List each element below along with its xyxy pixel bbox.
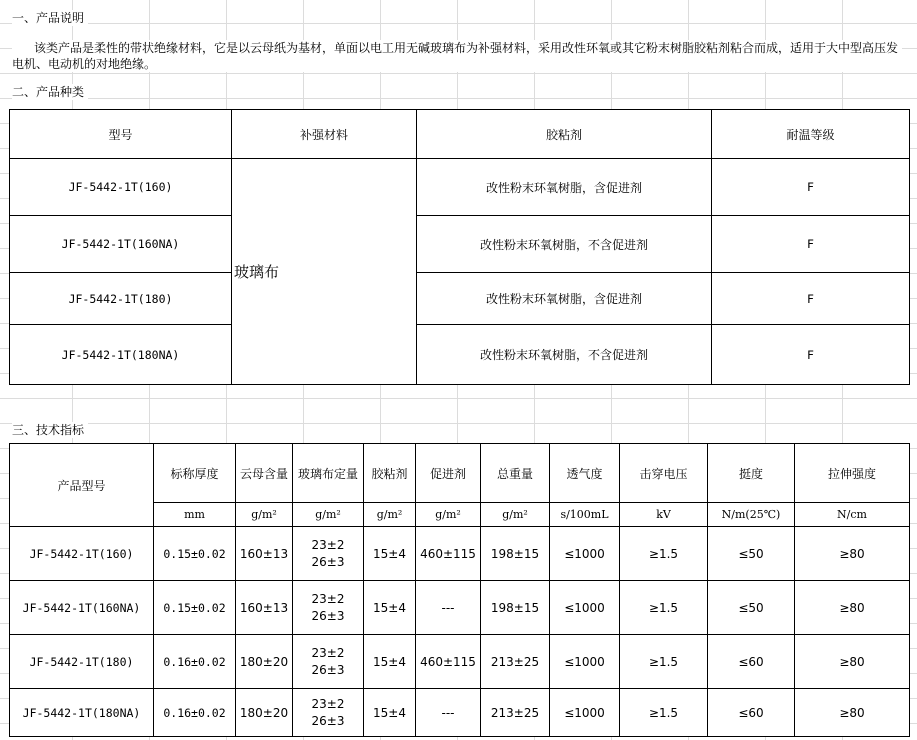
adhesive-cell: 改性粉末环氧树脂，含促进剂 bbox=[417, 159, 712, 216]
unit-cell: N/cm bbox=[795, 503, 910, 527]
unit-cell: kV bbox=[620, 503, 708, 527]
permeability-cell: ≤1000 bbox=[550, 527, 620, 581]
total-cell: 213±25 bbox=[481, 635, 550, 689]
adhesive-cell: 15±4 bbox=[364, 689, 416, 737]
grade-cell: F bbox=[712, 273, 910, 325]
glass-value-1: 23±2 bbox=[311, 591, 345, 606]
section3-heading: 三、技术指标 bbox=[12, 422, 88, 438]
model-cell: JF-5442-1T(160NA) bbox=[10, 216, 232, 273]
header-tensile: 拉伸强度 bbox=[795, 444, 910, 503]
table-row bbox=[10, 581, 910, 635]
table-row bbox=[10, 273, 910, 325]
accelerator-cell: 460±115 bbox=[416, 635, 481, 689]
permeability-cell: ≤1000 bbox=[550, 689, 620, 737]
unit-cell: mm bbox=[154, 503, 236, 527]
glass-value-2: 26±3 bbox=[311, 608, 345, 623]
glass-value-2: 26±3 bbox=[311, 554, 345, 569]
model-cell: JF-5442-1T(160) bbox=[10, 527, 154, 581]
adhesive-cell: 15±4 bbox=[364, 635, 416, 689]
accelerator-cell: 460±115 bbox=[416, 527, 481, 581]
table-row bbox=[10, 159, 910, 216]
unit-cell: g/m² bbox=[481, 503, 550, 527]
unit-cell: g/m² bbox=[293, 503, 364, 527]
table-row bbox=[10, 527, 910, 581]
header-adhesive: 胶粘剂 bbox=[364, 444, 416, 503]
stiffness-cell: ≤50 bbox=[708, 581, 795, 635]
glass-value-2: 26±3 bbox=[311, 713, 345, 728]
adhesive-cell: 15±4 bbox=[364, 527, 416, 581]
mica-cell: 160±13 bbox=[236, 581, 293, 635]
mica-cell: 180±20 bbox=[236, 635, 293, 689]
header-accelerator: 促进剂 bbox=[416, 444, 481, 503]
stiffness-cell: ≤50 bbox=[708, 527, 795, 581]
voltage-cell: ≥1.5 bbox=[620, 527, 708, 581]
accelerator-cell: --- bbox=[416, 581, 481, 635]
accelerator-cell: --- bbox=[416, 689, 481, 737]
header-stiffness: 挺度 bbox=[708, 444, 795, 503]
thickness-cell: 0.15±0.02 bbox=[154, 527, 236, 581]
grade-cell: F bbox=[712, 216, 910, 273]
stiffness-cell: ≤60 bbox=[708, 635, 795, 689]
unit-cell: s/100mL bbox=[550, 503, 620, 527]
header-adhesive: 胶粘剂 bbox=[417, 110, 712, 159]
permeability-cell: ≤1000 bbox=[550, 581, 620, 635]
glass-cell bbox=[293, 527, 364, 581]
table-header-row bbox=[10, 110, 910, 159]
glass-cell bbox=[293, 581, 364, 635]
tensile-cell: ≥80 bbox=[795, 581, 910, 635]
unit-cell: g/m² bbox=[236, 503, 293, 527]
table-row bbox=[10, 216, 910, 273]
header-grade: 耐温等级 bbox=[712, 110, 910, 159]
thickness-cell: 0.16±0.02 bbox=[154, 635, 236, 689]
glass-cell bbox=[293, 689, 364, 737]
thickness-cell: 0.16±0.02 bbox=[154, 689, 236, 737]
reinforcement-cell: 玻璃布 bbox=[232, 159, 417, 385]
glass-value-2: 26±3 bbox=[311, 662, 345, 677]
table-row bbox=[10, 325, 910, 385]
header-permeability: 透气度 bbox=[550, 444, 620, 503]
grade-cell: F bbox=[712, 159, 910, 216]
voltage-cell: ≥1.5 bbox=[620, 689, 708, 737]
grade-cell: F bbox=[712, 325, 910, 385]
voltage-cell: ≥1.5 bbox=[620, 635, 708, 689]
header-glass: 玻璃布定量 bbox=[293, 444, 364, 503]
glass-value-1: 23±2 bbox=[311, 537, 345, 552]
thickness-cell: 0.15±0.02 bbox=[154, 581, 236, 635]
section2-heading: 二、产品种类 bbox=[12, 84, 88, 100]
product-types-table bbox=[9, 109, 910, 385]
model-cell: JF-5442-1T(160) bbox=[10, 159, 232, 216]
glass-cell bbox=[293, 635, 364, 689]
adhesive-cell: 改性粉末环氧树脂，不含促进剂 bbox=[417, 325, 712, 385]
unit-cell: g/m² bbox=[364, 503, 416, 527]
voltage-cell: ≥1.5 bbox=[620, 581, 708, 635]
unit-cell: g/m² bbox=[416, 503, 481, 527]
permeability-cell: ≤1000 bbox=[550, 635, 620, 689]
tensile-cell: ≥80 bbox=[795, 635, 910, 689]
total-cell: 198±15 bbox=[481, 527, 550, 581]
header-mica: 云母含量 bbox=[236, 444, 293, 503]
unit-cell: N/m(25℃) bbox=[708, 503, 795, 527]
model-cell: JF-5442-1T(180NA) bbox=[10, 689, 154, 737]
adhesive-cell: 改性粉末环氧树脂，含促进剂 bbox=[417, 273, 712, 325]
section1-heading: 一、产品说明 bbox=[12, 10, 88, 26]
header-thickness: 标称厚度 bbox=[154, 444, 236, 503]
header-model: 型号 bbox=[10, 110, 232, 159]
total-cell: 198±15 bbox=[481, 581, 550, 635]
total-cell: 213±25 bbox=[481, 689, 550, 737]
model-cell: JF-5442-1T(180) bbox=[10, 635, 154, 689]
tensile-cell: ≥80 bbox=[795, 689, 910, 737]
tech-spec-table bbox=[9, 443, 910, 737]
model-cell: JF-5442-1T(180NA) bbox=[10, 325, 232, 385]
spec-header-row bbox=[10, 444, 910, 503]
header-voltage: 击穿电压 bbox=[620, 444, 708, 503]
glass-value-1: 23±2 bbox=[311, 645, 345, 660]
model-cell: JF-5442-1T(160NA) bbox=[10, 581, 154, 635]
header-reinforcement: 补强材料 bbox=[232, 110, 417, 159]
mica-cell: 180±20 bbox=[236, 689, 293, 737]
adhesive-cell: 15±4 bbox=[364, 581, 416, 635]
model-cell: JF-5442-1T(180) bbox=[10, 273, 232, 325]
product-description: 该类产品是柔性的带状绝缘材料，它是以云母纸为基材，单面以电工用无碱玻璃布为补强材料，采用改性环氧或其它粉末树脂胶粘剂粘合而成，适用于大中型高压发电机、电动机的对地绝缘。 bbox=[12, 40, 902, 72]
glass-value-1: 23±2 bbox=[311, 696, 345, 711]
table-row bbox=[10, 635, 910, 689]
stiffness-cell: ≤60 bbox=[708, 689, 795, 737]
adhesive-cell: 改性粉末环氧树脂，不含促进剂 bbox=[417, 216, 712, 273]
tensile-cell: ≥80 bbox=[795, 527, 910, 581]
mica-cell: 160±13 bbox=[236, 527, 293, 581]
header-total: 总重量 bbox=[481, 444, 550, 503]
header-product-model: 产品型号 bbox=[10, 444, 154, 527]
table-row bbox=[10, 689, 910, 737]
